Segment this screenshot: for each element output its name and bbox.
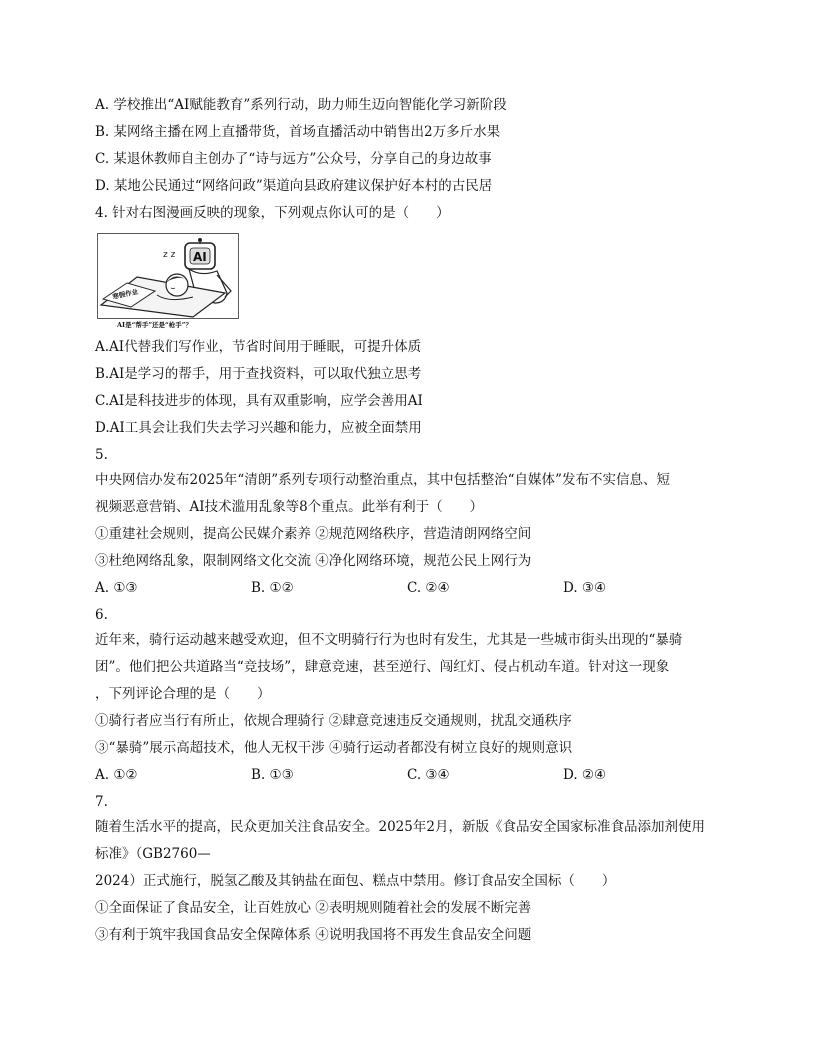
q6-stem-line-3: ，下列评论合理的是（ ） — [95, 686, 271, 702]
q3-option-b: B. 某网络主播在网上直播带货，首场直播活动中销售出2万多斤水果 — [95, 124, 501, 140]
q4-option-c: C.AI是科技进步的体现，具有双重影响，应学会善用AI — [95, 393, 423, 409]
q3-option-d: D. 某地公民通过“网络问政”渠道向县政府建议保护好本村的古民居 — [95, 178, 493, 194]
q4-option-b: B.AI是学习的帮手，用于查找资料，可以取代独立思考 — [95, 366, 422, 382]
q5-statement-1: ①重建社会规则，提高公民媒介素养 ②规范网络秩序，营造清朗网络空间 — [95, 526, 532, 542]
q7-stem-line-1: 随着生活水平的提高，民众更加关注食品安全。2025年2月，新版《食品安全国家标准食品添加剂使用 — [95, 819, 705, 835]
q5-choice-d: D. ③④ — [563, 580, 607, 596]
q7-stem-line-2: 标准》（GB2760— — [95, 846, 211, 862]
q6-statement-1: ①骑行者应当行有所止，依规合理骑行 ②肆意竞速违反交通规则，扰乱交通秩序 — [95, 713, 572, 729]
q7-number: 7. — [95, 794, 108, 810]
q5-choice-b: B. ①② — [251, 580, 294, 596]
sleep-zz-text: z z — [163, 250, 176, 260]
q5-number: 5. — [95, 447, 108, 463]
q6-stem-line-1: 近年来，骑行运动越来越受欢迎，但不文明骑行行为也时有发生，尤其是一些城市街头出现的“暴骑 — [95, 632, 683, 648]
q6-statement-2: ③“暴骑”展示高超技术，他人无权干涉 ④骑行运动者都没有树立良好的规则意识 — [95, 740, 573, 756]
q6-stem-line-2: 团”。他们把公共道路当“竞技场”，肆意竞速，甚至逆行、闯红灯、侵占机动车道。针对这一现象 — [95, 659, 670, 675]
cartoon-caption: AI是“帮手”还是“枪手”？ — [117, 321, 193, 329]
q4-option-d: D.AI工具会让我们失去学习兴趣和能力，应被全面禁用 — [95, 420, 422, 436]
q5-stem-line-1: 中央网信办发布2025年“清朗”系列专项行动整治重点，其中包括整治“自媒体”发布不实信息、短 — [95, 472, 670, 488]
q5-stem-line-2: 视频恶意营销、AI技术滥用乱象等8个重点。此举有利于（ ） — [95, 499, 484, 515]
q6-number: 6. — [95, 607, 108, 623]
q6-choice-b: B. ①③ — [251, 767, 294, 783]
book-label: 寒假作业 — [111, 287, 139, 301]
q3-option-a: A. 学校推出“AI赋能教育”系列行动，助力师生迈向智能化学习新阶段 — [95, 97, 507, 113]
q5-statement-2: ③杜绝网络乱象，限制网络文化交流 ④净化网络环境，规范公民上网行为 — [95, 553, 532, 569]
q6-choice-d: D. ②④ — [563, 767, 607, 783]
q6-choice-c: C. ③④ — [407, 767, 450, 783]
robot-ai-label: AI — [193, 250, 207, 264]
ai-cartoon-image — [97, 233, 239, 329]
q3-option-c: C. 某退休教师自主创办了“诗与远方”公众号，分享自己的身边故事 — [95, 151, 492, 167]
q7-statement-2: ③有利于筑牢我国食品安全保障体系 ④说明我国将不再发生食品安全问题 — [95, 927, 532, 943]
q7-statement-1: ①全面保证了食品安全，让百姓放心 ②表明规则随着社会的发展不断完善 — [95, 900, 532, 916]
q4-stem: 4. 针对右图漫画反映的现象，下列观点你认可的是（ ） — [95, 205, 450, 221]
q6-choice-a: A. ①② — [95, 767, 138, 783]
q5-choice-c: C. ②④ — [407, 580, 450, 596]
q7-stem-line-3: 2024）正式施行，脱氢乙酸及其钠盐在面包、糕点中禁用。修订食品安全国标（ ） — [95, 873, 616, 889]
q4-option-a: A.AI代替我们写作业，节省时间用于睡眠，可提升体质 — [95, 339, 422, 355]
q5-choice-a: A. ①③ — [95, 580, 138, 596]
